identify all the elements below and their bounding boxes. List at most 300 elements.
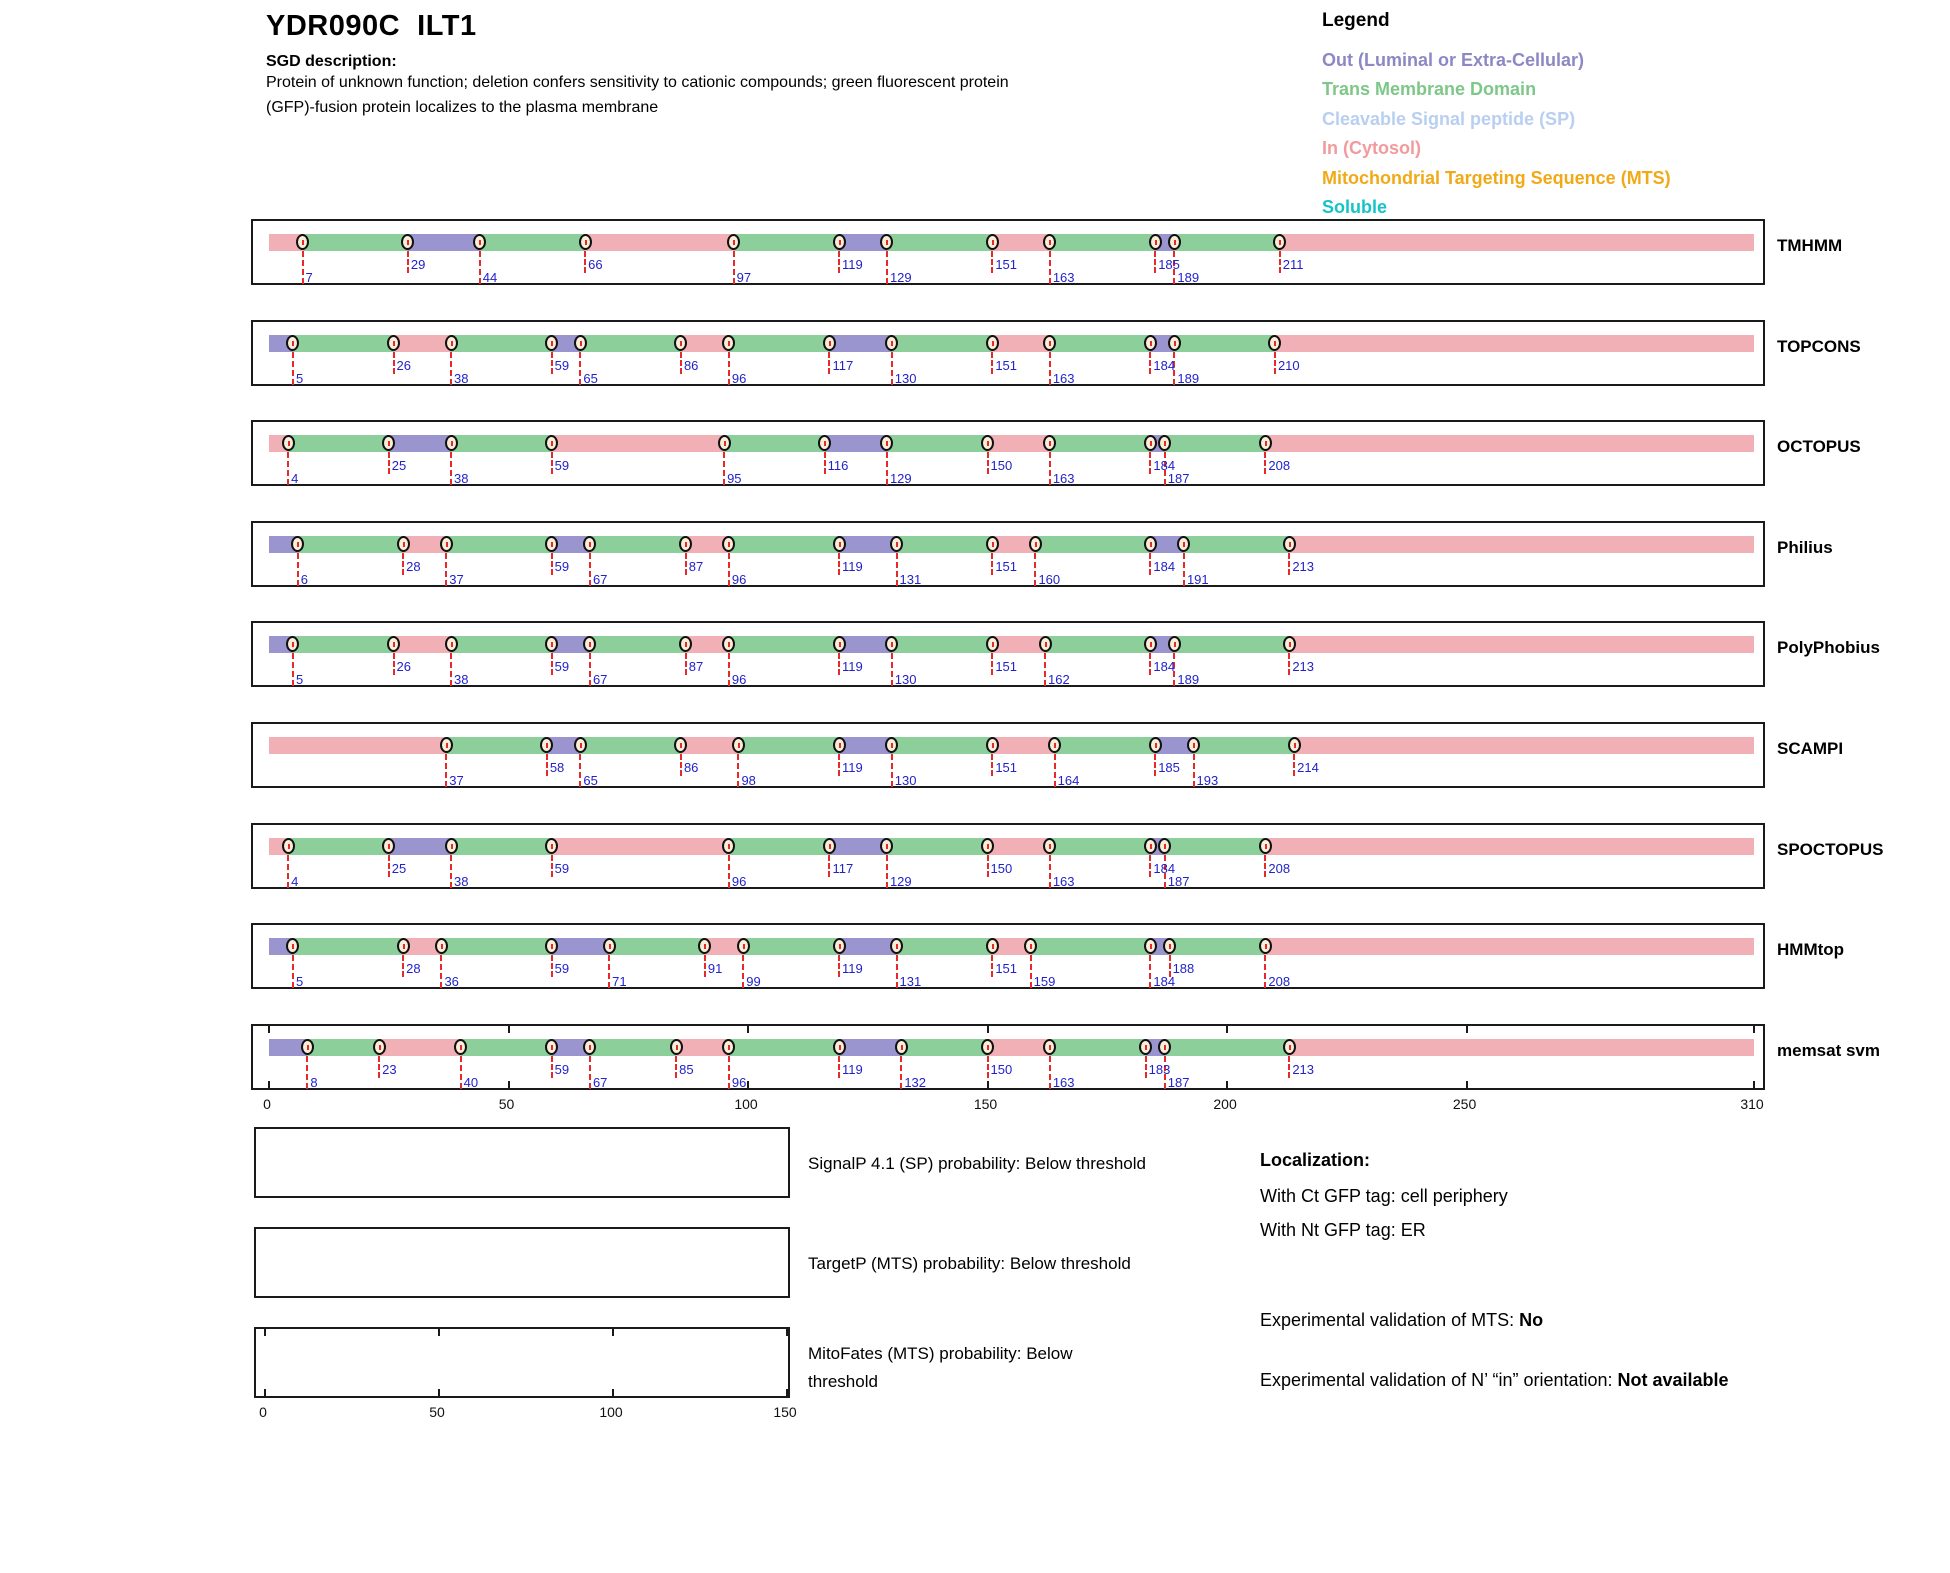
boundary-line (987, 855, 989, 877)
axis-tick (268, 1081, 270, 1088)
boundary-line (608, 955, 610, 988)
boundary-marker-dot (1289, 1045, 1291, 1050)
topology-segment-in (992, 335, 1049, 352)
boundary-number: 162 (1048, 672, 1070, 687)
boundary-marker-icon (445, 636, 458, 652)
boundary-line (1149, 855, 1151, 877)
topology-segment-in (394, 335, 451, 352)
caption-line: MitoFates (MTS) probability: Below (808, 1344, 1073, 1363)
boundary-marker-dot (551, 642, 553, 647)
boundary-marker-icon (1144, 838, 1157, 854)
boundary-line (728, 855, 730, 888)
boundary-number: 29 (410, 257, 426, 272)
boundary-marker-dot (728, 1045, 730, 1050)
boundary-line (1274, 352, 1276, 374)
boundary-line (685, 653, 687, 675)
boundary-number: 160 (1038, 572, 1061, 587)
boundary-marker-dot (839, 944, 841, 949)
boundary-number: 96 (731, 371, 747, 386)
topology-segment-tm (446, 536, 551, 553)
axis-tick-label: 150 (773, 1404, 797, 1420)
boundary-marker-icon (670, 1039, 683, 1055)
boundary-line (828, 855, 830, 877)
boundary-marker-icon (574, 335, 587, 351)
topology-segment-tm (590, 536, 686, 553)
axis-tick (747, 1026, 749, 1033)
boundary-line (450, 452, 452, 485)
boundary-marker-dot (992, 341, 994, 346)
boundary-line (987, 452, 989, 474)
boundary-number: 37 (449, 572, 464, 587)
boundary-marker-dot (1045, 642, 1047, 647)
track-label-SPOCTOPUS: SPOCTOPUS (1777, 840, 1884, 859)
axis-tick-label: 310 (1740, 1096, 1764, 1112)
boundary-marker-dot (551, 944, 553, 949)
boundary-line (1264, 955, 1266, 988)
topology-segment-in (552, 435, 724, 452)
boundary-number: 132 (904, 1075, 927, 1090)
boundary-line (1154, 251, 1156, 273)
boundary-marker-icon (981, 435, 994, 451)
topology-segment-tm (293, 636, 394, 653)
boundary-marker-icon (833, 234, 846, 250)
axis-tick-label: 50 (429, 1404, 445, 1420)
track-box-TMHMM (251, 219, 1765, 285)
boundary-line (393, 653, 395, 675)
legend-title: Legend (1322, 10, 1390, 31)
mts-validation-line (1260, 1310, 1543, 1331)
boundary-number: 96 (731, 672, 747, 687)
legend-item-3: Cleavable Signal peptide (SP) (1322, 109, 1576, 129)
boundary-line (1030, 955, 1032, 988)
boundary-marker-dot (1274, 341, 1276, 346)
boundary-marker-dot (551, 341, 553, 346)
boundary-marker-dot (987, 1045, 989, 1050)
boundary-line (440, 955, 442, 988)
topology-segment-in (1289, 536, 1754, 553)
boundary-number: 59 (554, 358, 570, 373)
boundary-marker-dot (1049, 441, 1051, 446)
boundary-line (733, 251, 735, 284)
boundary-marker-dot (288, 441, 290, 446)
boundary-marker-icon (890, 938, 903, 954)
boundary-marker-dot (680, 341, 682, 346)
boundary-number: 151 (995, 257, 1018, 272)
topology-segment-tm (738, 737, 839, 754)
boundary-marker-dot (992, 743, 994, 748)
boundary-line (704, 955, 706, 977)
boundary-marker-dot (609, 944, 611, 949)
boundary-number: 208 (1268, 974, 1291, 989)
boundary-marker-icon (1029, 536, 1042, 552)
boundary-marker-icon (737, 938, 750, 954)
boundary-number: 164 (1057, 773, 1080, 788)
boundary-number: 150 (990, 458, 1013, 473)
boundary-number: 44 (482, 270, 498, 285)
boundary-line (292, 352, 294, 385)
axis-tick-label: 150 (973, 1096, 998, 1112)
boundary-number: 119 (842, 760, 863, 775)
boundary-line (546, 754, 548, 776)
boundary-marker-dot (704, 944, 706, 949)
boundary-marker-icon (1259, 838, 1272, 854)
boundary-number: 66 (588, 257, 603, 272)
boundary-marker-dot (987, 441, 989, 446)
boundary-marker-icon (718, 435, 731, 451)
boundary-number: 163 (1052, 874, 1075, 889)
boundary-number: 38 (454, 371, 469, 386)
boundary-marker-icon (1144, 938, 1157, 954)
boundary-marker-dot (829, 341, 831, 346)
boundary-line (1149, 955, 1151, 988)
topology-segment-tm (1050, 838, 1151, 855)
axis-tick (264, 1329, 266, 1336)
caption-line: SignalP 4.1 (SP) probability: Below threshold (808, 1154, 1146, 1173)
boundary-line (1193, 754, 1195, 787)
boundary-marker-dot (992, 944, 994, 949)
boundary-marker-icon (397, 536, 410, 552)
boundary-marker-dot (1294, 743, 1296, 748)
boundary-line (551, 955, 553, 977)
boundary-marker-dot (589, 1045, 591, 1050)
boundary-number: 184 (1153, 358, 1176, 373)
legend-item-6: Soluble (1322, 197, 1388, 217)
boundary-number: 129 (889, 471, 912, 486)
boundary-line (579, 352, 581, 385)
boundary-line (402, 553, 404, 575)
topology-segment-in (585, 234, 734, 251)
topology-segment-tm (1194, 737, 1295, 754)
legend-item-5: Mitochondrial Targeting Sequence (MTS) (1322, 168, 1671, 188)
track-label-TMHMM: TMHMM (1777, 236, 1843, 255)
boundary-marker-icon (1288, 737, 1301, 753)
boundary-number: 150 (990, 861, 1013, 876)
boundary-number: 95 (727, 471, 742, 486)
boundary-line (838, 251, 840, 273)
topology-segment-tm (1165, 435, 1266, 452)
boundary-marker-icon (1168, 234, 1181, 250)
boundary-line (445, 553, 447, 586)
boundary-marker-dot (1150, 944, 1152, 949)
boundary-number: 187 (1167, 874, 1190, 889)
boundary-marker-icon (833, 636, 846, 652)
boundary-marker-icon (445, 838, 458, 854)
topology-segment-tm (1050, 1039, 1146, 1056)
boundary-marker-dot (1049, 844, 1051, 849)
boundary-line (723, 452, 725, 485)
topology-segment-tm (1170, 938, 1266, 955)
axis-tick-label: 100 (734, 1096, 758, 1112)
boundary-number: 131 (899, 572, 922, 587)
boundary-marker-dot (388, 844, 390, 849)
boundary-number: 213 (1292, 659, 1315, 674)
boundary-marker-icon (986, 636, 999, 652)
boundary-line (886, 452, 888, 485)
boundary-number: 130 (894, 773, 917, 788)
boundary-line (450, 855, 452, 888)
boundary-number: 119 (842, 257, 863, 272)
boundary-number: 184 (1153, 659, 1176, 674)
boundary-line (991, 653, 993, 675)
axis-tick (987, 1081, 989, 1088)
boundary-line (742, 955, 744, 988)
boundary-line (551, 855, 553, 877)
boundary-marker-dot (407, 240, 409, 245)
axis-tick-label: 200 (1213, 1096, 1237, 1112)
boundary-marker-icon (1259, 435, 1272, 451)
axis-tick (1753, 1026, 1755, 1033)
topology-segment-tm (729, 1039, 839, 1056)
boundary-marker-dot (451, 844, 453, 849)
topology-segment-in (992, 234, 1049, 251)
boundary-marker-dot (891, 642, 893, 647)
boundary-marker-icon (387, 335, 400, 351)
boundary-marker-icon (373, 1039, 386, 1055)
boundary-line (1183, 553, 1185, 586)
axis-tick (508, 1026, 510, 1033)
track-box-memsat-svm (251, 1024, 1765, 1090)
boundary-number: 91 (707, 961, 723, 976)
axis-tick (747, 1081, 749, 1088)
boundary-marker-icon (1149, 737, 1162, 753)
topology-segment-in (1289, 1039, 1754, 1056)
topology-segment-out (829, 335, 891, 352)
boundary-marker-dot (839, 642, 841, 647)
boundary-marker-dot (886, 441, 888, 446)
boundary-line (551, 553, 553, 575)
boundary-marker-dot (987, 844, 989, 849)
topology-segment-tm (1050, 435, 1151, 452)
topology-segment-in (269, 737, 446, 754)
topology-segment-out (839, 1039, 901, 1056)
boundary-number: 58 (549, 760, 565, 775)
boundary-line (728, 1056, 730, 1089)
boundary-marker-icon (833, 536, 846, 552)
boundary-marker-dot (728, 542, 730, 547)
boundary-number: 116 (827, 458, 849, 473)
boundary-line (1049, 452, 1051, 485)
boundary-number: 193 (1196, 773, 1219, 788)
boundary-number: 151 (995, 760, 1018, 775)
boundary-number: 163 (1052, 371, 1075, 386)
boundary-line (407, 251, 409, 273)
boundary-marker-dot (1150, 441, 1152, 446)
boundary-marker-dot (1150, 844, 1152, 849)
boundary-marker-icon (579, 234, 592, 250)
axis-tick (438, 1389, 440, 1396)
axis-tick-label: 250 (1452, 1096, 1477, 1112)
boundary-line (838, 553, 840, 575)
track-label-Philius: Philius (1777, 538, 1833, 557)
boundary-marker-dot (1174, 240, 1176, 245)
topology-segment-tm (1035, 536, 1150, 553)
boundary-marker-dot (297, 542, 299, 547)
boundary-number: 67 (592, 1075, 608, 1090)
boundary-number: 5 (295, 371, 304, 386)
boundary-marker-icon (981, 838, 994, 854)
track-box-OCTOPUS (251, 420, 1765, 486)
topology-segment-in (992, 737, 1054, 754)
boundary-number: 59 (554, 559, 570, 574)
topology-segment-tm (307, 1039, 379, 1056)
boundary-marker-icon (296, 234, 309, 250)
boundary-number: 97 (736, 270, 752, 285)
boundary-marker-dot (1289, 542, 1291, 547)
topology-segment-tm (446, 737, 547, 754)
topology-segment-tm (1174, 636, 1289, 653)
boundary-marker-icon (1283, 636, 1296, 652)
boundary-marker-icon (1163, 938, 1176, 954)
mts-validation-value: No (1519, 1310, 1544, 1330)
boundary-marker-dot (388, 441, 390, 446)
boundary-number: 59 (554, 458, 570, 473)
boundary-line (292, 955, 294, 988)
boundary-marker-dot (992, 642, 994, 647)
topology-segment-tm (1031, 938, 1151, 955)
boundary-number: 119 (842, 559, 863, 574)
boundary-marker-dot (839, 542, 841, 547)
boundary-number: 119 (842, 1062, 863, 1077)
topology-segment-tm (580, 737, 681, 754)
boundary-line (292, 653, 294, 686)
boundary-number: 185 (1158, 257, 1180, 272)
boundary-line (891, 653, 893, 686)
topology-segment-tm (729, 636, 839, 653)
boundary-marker-dot (1049, 1045, 1051, 1050)
topology-segment-tm (451, 335, 552, 352)
topology-segment-tm (590, 636, 686, 653)
boundary-line (551, 1056, 553, 1078)
boundary-marker-dot (551, 844, 553, 849)
boundary-line (579, 754, 581, 787)
boundary-line (828, 352, 830, 374)
probability-plot-mitofates (254, 1327, 790, 1398)
boundary-line (1279, 251, 1281, 273)
boundary-number: 28 (406, 559, 421, 574)
topology-segment-in (988, 435, 1050, 452)
boundary-marker-dot (1150, 542, 1152, 547)
boundary-number: 151 (995, 659, 1018, 674)
axis-tick (1466, 1026, 1468, 1033)
topology-segment-tm (288, 838, 389, 855)
localization-nt-gfp: With Nt GFP tag: ER (1260, 1220, 1426, 1240)
topology-segment-in (988, 1039, 1050, 1056)
boundary-marker-dot (446, 743, 448, 748)
topology-segment-out (839, 938, 896, 955)
boundary-marker-dot (302, 240, 304, 245)
topology-segment-tm (461, 1039, 552, 1056)
boundary-number: 7 (305, 270, 313, 285)
boundary-number: 163 (1052, 471, 1075, 486)
track-label-PolyPhobius: PolyPhobius (1777, 638, 1880, 657)
boundary-number: 26 (396, 659, 412, 674)
boundary-marker-dot (1030, 944, 1032, 949)
axis-tick (612, 1389, 614, 1396)
boundary-number: 131 (899, 974, 922, 989)
boundary-marker-dot (1289, 642, 1291, 647)
sgd-description-label: SGD description: (266, 53, 397, 70)
boundary-line (891, 754, 893, 787)
boundary-number: 26 (396, 358, 412, 373)
boundary-marker-dot (479, 240, 481, 245)
boundary-line (685, 553, 687, 575)
boundary-marker-icon (833, 737, 846, 753)
topology-segment-tm (441, 938, 551, 955)
boundary-line (991, 955, 993, 977)
track-label-TOPCONS: TOPCONS (1777, 337, 1861, 356)
boundary-marker-dot (728, 844, 730, 849)
boundary-marker-dot (839, 240, 841, 245)
boundary-marker-icon (833, 1039, 846, 1055)
topology-segment-tm (892, 737, 993, 754)
boundary-marker-dot (589, 542, 591, 547)
orientation-validation-value: Not available (1617, 1370, 1729, 1390)
boundary-number: 130 (894, 371, 917, 386)
topology-segment-tm (729, 838, 830, 855)
boundary-number: 187 (1167, 1075, 1190, 1090)
boundary-number: 71 (612, 974, 627, 989)
boundary-marker-dot (728, 341, 730, 346)
axis-tick-label: 50 (498, 1096, 515, 1112)
topology-segment-tm (451, 636, 552, 653)
boundary-line (1049, 352, 1051, 385)
boundary-line (737, 754, 739, 787)
boundary-number: 65 (583, 371, 598, 386)
boundary-line (1049, 251, 1051, 284)
boundary-number: 211 (1282, 257, 1304, 272)
boundary-number: 6 (300, 572, 308, 587)
boundary-number: 25 (391, 458, 407, 473)
boundary-number: 38 (454, 874, 469, 889)
boundary-marker-dot (886, 240, 888, 245)
boundary-marker-dot (393, 341, 395, 346)
boundary-number: 4 (291, 471, 299, 486)
boundary-marker-icon (1283, 1039, 1296, 1055)
boundary-line (991, 553, 993, 575)
topology-segment-tm (1165, 1039, 1290, 1056)
boundary-line (551, 653, 553, 675)
boundary-marker-dot (839, 743, 841, 748)
boundary-marker-dot (891, 341, 893, 346)
boundary-marker-dot (292, 642, 294, 647)
topology-segment-in (681, 737, 738, 754)
boundary-line (1293, 754, 1295, 776)
topology-segment-out (839, 737, 892, 754)
boundary-number: 96 (731, 874, 747, 889)
topology-segment-tm (887, 435, 988, 452)
topology-segment-tm (1174, 335, 1275, 352)
boundary-line (838, 754, 840, 776)
boundary-marker-dot (896, 944, 898, 949)
boundary-line (1149, 452, 1151, 474)
boundary-number: 23 (382, 1062, 397, 1077)
probability-plot-caption-targetp (808, 1250, 1131, 1278)
boundary-line (900, 1056, 902, 1089)
boundary-marker-dot (1183, 542, 1185, 547)
track-label-HMMtop: HMMtop (1777, 940, 1845, 959)
boundary-line (378, 1056, 380, 1078)
boundary-line (1149, 653, 1151, 675)
boundary-line (1049, 855, 1051, 888)
topology-segment-in (1265, 838, 1754, 855)
topology-segment-tm (609, 938, 705, 955)
boundary-marker-dot (1265, 441, 1267, 446)
boundary-marker-dot (589, 642, 591, 647)
boundary-number: 119 (842, 961, 863, 976)
topology-segment-in (676, 1039, 729, 1056)
boundary-line (460, 1056, 462, 1089)
boundary-number: 129 (889, 874, 912, 889)
